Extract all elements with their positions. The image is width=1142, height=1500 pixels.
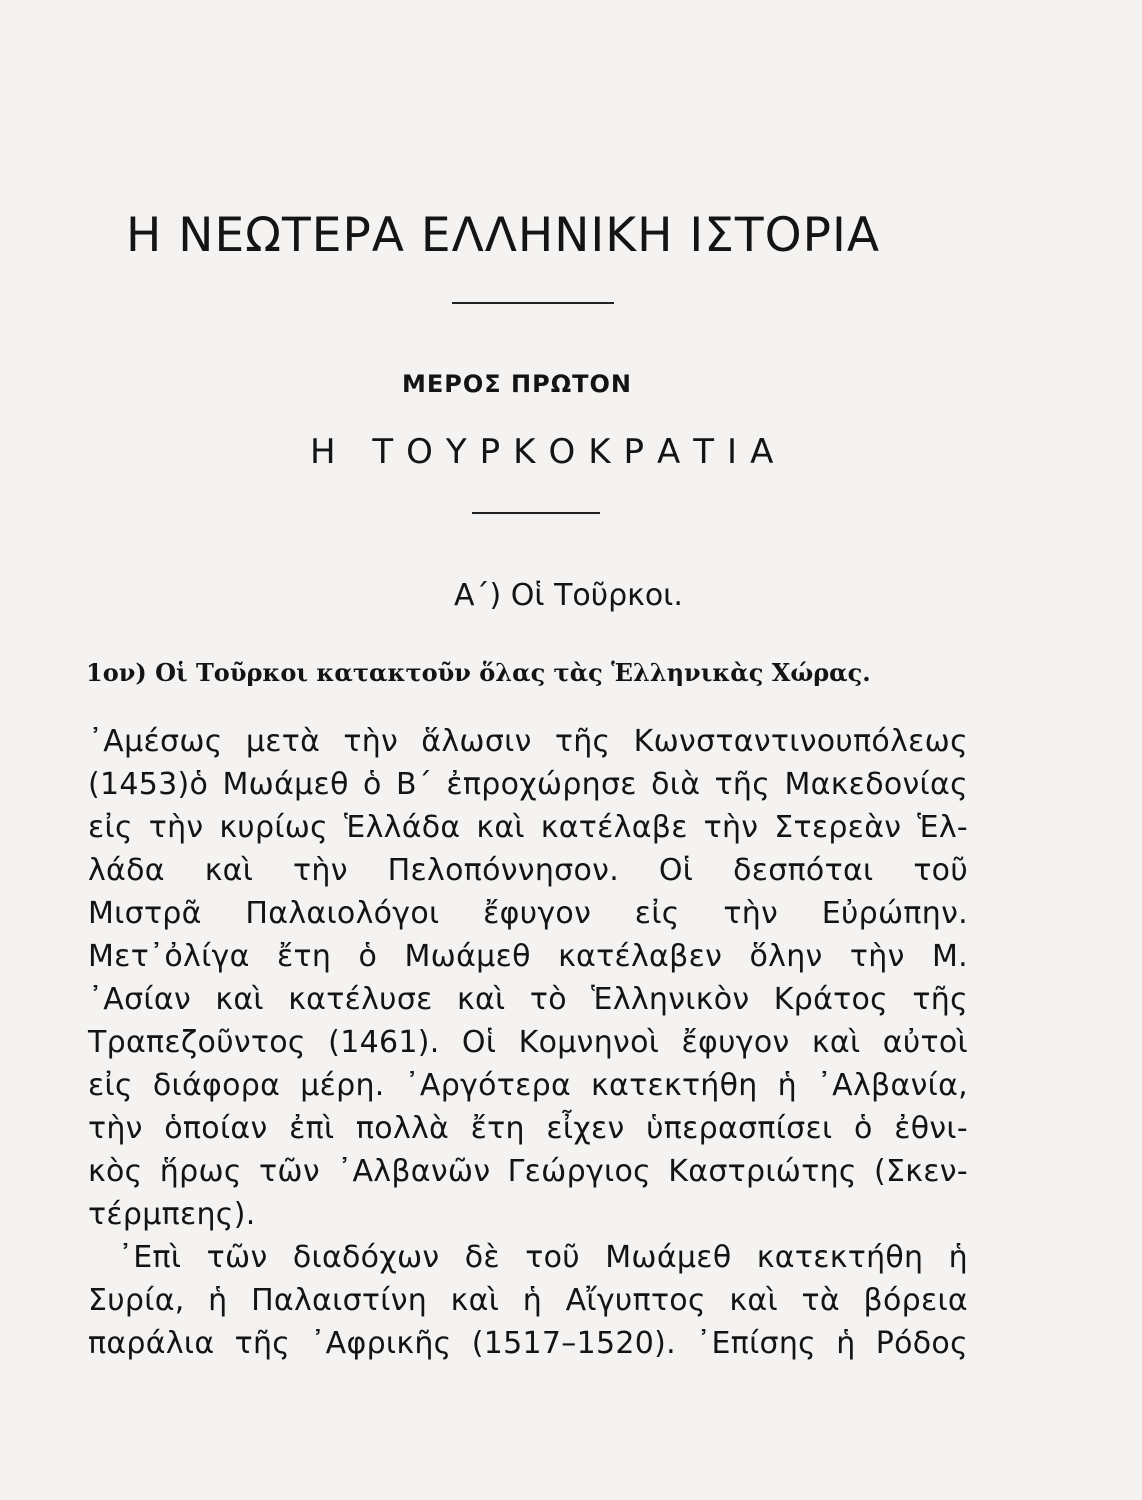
body-line: ᾿Αμέσως μετὰ τὴν ἅλωσιν τῆς Κωνσταντινουπόλεως	[88, 724, 968, 759]
body-line: κὸς ἥρως τῶν ᾿Αλβανῶν Γεώργιος Καστριώτης (Σκεν-	[88, 1154, 968, 1189]
body-line: τὴν ὁποίαν ἐπὶ πολλὰ ἔτη εἶχεν ὑπερασπίσει ὁ ἐθνι-	[88, 1111, 968, 1146]
body-line: εἰς διάφορα μέρη. ᾿Αργότερα κατεκτήθη ἡ ᾿Αλβανία,	[88, 1068, 968, 1103]
section-heading: Α΄) Οἱ Τοῦρκοι.	[454, 578, 683, 613]
book-title: Η ΝΕΩΤΕΡΑ ΕΛΛΗΝΙΚΗ ΙΣΤΟΡΙΑ	[126, 208, 880, 263]
chapter-heading: 1ον) Οἱ Τοῦρκοι κατακτοῦν ὅλας τὰς Ἑλληνικὰς Χώρας.	[86, 658, 871, 687]
body-line: παράλια τῆς ᾿Αφρικῆς (1517–1520). ᾿Επίσης ἡ Ρόδος	[88, 1326, 968, 1361]
body-line: λάδα καὶ τὴν Πελοπόννησον. Οἱ δεσπόται τοῦ	[88, 853, 968, 888]
divider-rule	[452, 302, 614, 304]
body-line: Τραπεζοῦντος (1461). Οἱ Κομνηνοὶ ἔφυγον καὶ αὐτοὶ	[88, 1025, 968, 1060]
body-line: ᾿Επὶ τῶν διαδόχων δὲ τοῦ Μωάμεθ κατεκτήθη ἡ	[118, 1240, 968, 1275]
body-line: ᾿Ασίαν καὶ κατέλυσε καὶ τὸ Ἑλληνικὸν Κράτος τῆς	[88, 982, 968, 1017]
body-line: εἰς τὴν κυρίως Ἑλλάδα καὶ κατέλαβε τὴν Στερεὰν Ἑλ-	[88, 810, 968, 845]
body-line: Μετ᾿ὀλίγα ἔτη ὁ Μωάμεθ κατέλαβεν ὅλην τὴν Μ.	[88, 939, 968, 974]
body-line: τέρμπεης).	[88, 1197, 256, 1232]
body-line: Μιστρᾶ Παλαιολόγοι ἔφυγον εἰς τὴν Εὐρώπην.	[88, 896, 968, 931]
part-subtitle: Η ΤΟΥΡΚΟΚΡΑΤΙΑ	[310, 432, 787, 472]
body-line: Συρία, ἡ Παλαιστίνη καὶ ἡ Αἴγυπτος καὶ τὰ βόρεια	[88, 1283, 968, 1318]
body-line: (1453)ὁ Μωάμεθ ὁ Β΄ ἐπροχώρησε διὰ τῆς Μακεδονίας	[88, 767, 968, 802]
divider-rule	[472, 512, 600, 514]
part-heading: ΜΕΡΟΣ ΠΡΩΤΟΝ	[402, 370, 632, 398]
